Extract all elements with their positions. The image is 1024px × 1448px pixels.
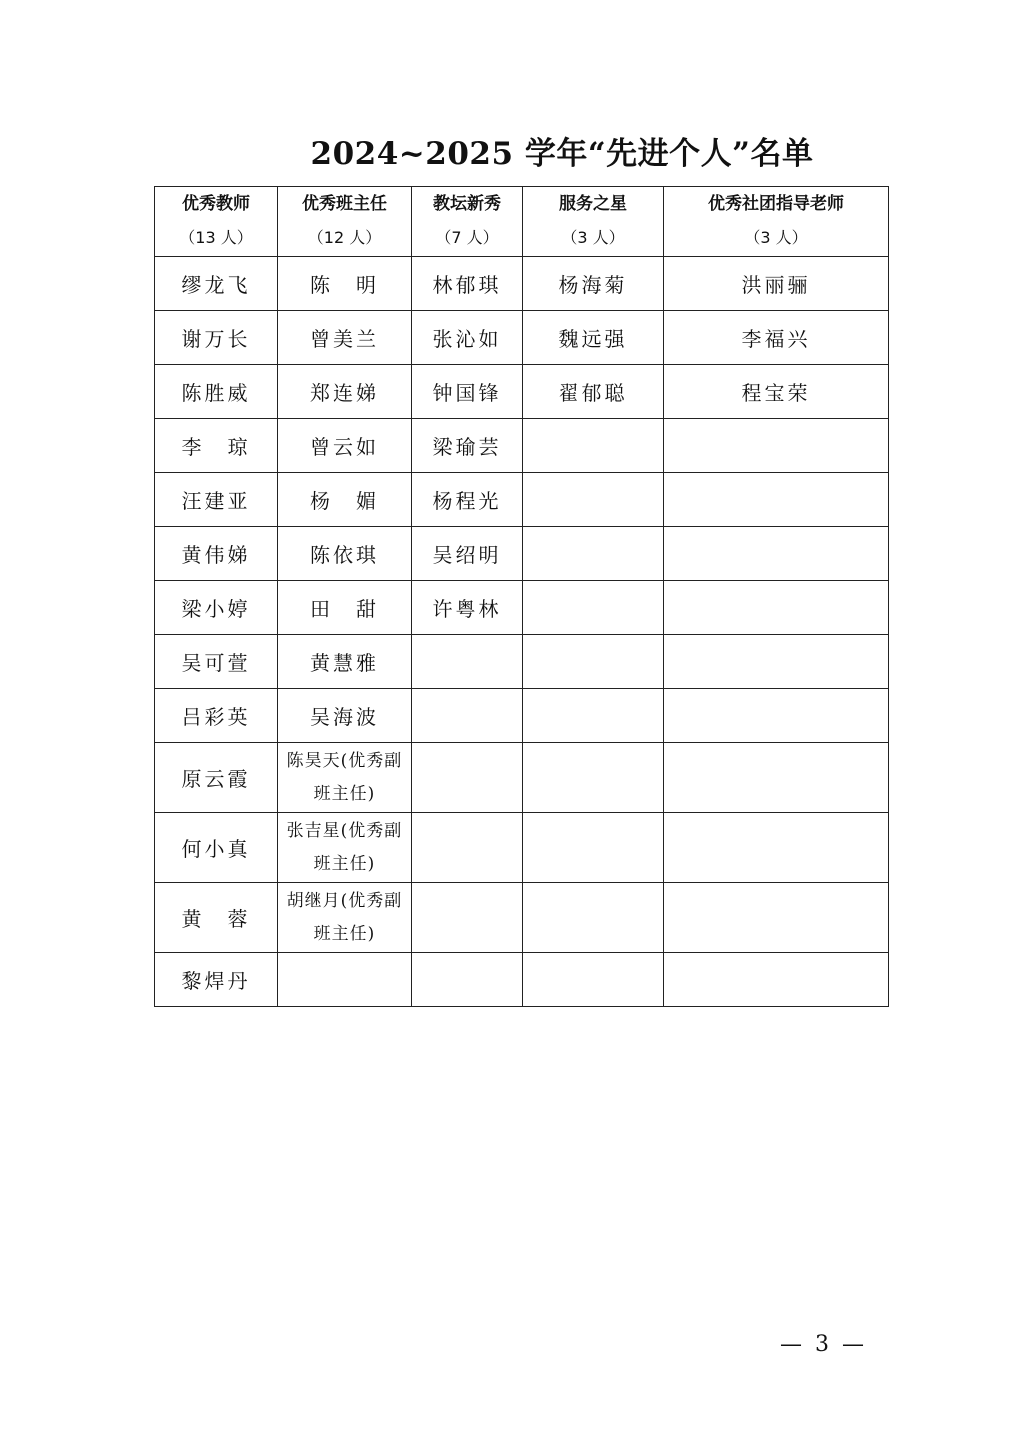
table-cell xyxy=(412,689,523,743)
column-header-service-star: 服务之星 （3 人） xyxy=(523,187,664,257)
table-row xyxy=(155,581,889,635)
table-cell xyxy=(412,953,523,1007)
table-cell: 梁小婷 xyxy=(155,581,278,635)
table-cell: 吕彩英 xyxy=(155,689,278,743)
table-row xyxy=(155,953,889,1007)
table-cell: 李福兴 xyxy=(664,311,889,365)
page-number: — 3 — xyxy=(780,1332,867,1357)
table-cell: 汪建亚 xyxy=(155,473,278,527)
table-cell xyxy=(523,883,664,953)
table-cell: 林郁琪 xyxy=(412,257,523,311)
table-row xyxy=(155,813,889,883)
table-cell: 黄伟娣 xyxy=(155,527,278,581)
table-cell: 陈 明 xyxy=(278,257,412,311)
table-cell: 洪丽骊 xyxy=(664,257,889,311)
table-cell: 梁瑜芸 xyxy=(412,419,523,473)
table-cell xyxy=(412,813,523,883)
table-row xyxy=(155,635,889,689)
table-cell: 何小真 xyxy=(155,813,278,883)
table-cell: 陈胜威 xyxy=(155,365,278,419)
table-cell: 杨海菊 xyxy=(523,257,664,311)
table-cell xyxy=(664,813,889,883)
table-row xyxy=(155,419,889,473)
table-cell: 张沁如 xyxy=(412,311,523,365)
table-cell: 许粤林 xyxy=(412,581,523,635)
table-cell xyxy=(523,635,664,689)
table-cell: 谢万长 xyxy=(155,311,278,365)
table-cell xyxy=(664,883,889,953)
column-header-excellent-teacher: 优秀教师 （13 人） xyxy=(155,187,278,257)
table-cell xyxy=(664,635,889,689)
table-row xyxy=(155,365,889,419)
table-cell: 陈依琪 xyxy=(278,527,412,581)
table-cell: 缪龙飞 xyxy=(155,257,278,311)
table-cell: 黄慧雅 xyxy=(278,635,412,689)
table-cell: 原云霞 xyxy=(155,743,278,813)
column-header-excellent-head-teacher: 优秀班主任 （12 人） xyxy=(278,187,412,257)
table-cell xyxy=(412,883,523,953)
table-row xyxy=(155,257,889,311)
table-cell xyxy=(664,953,889,1007)
document-title: 2024~2025 学年“先进个人”名单 xyxy=(310,136,814,172)
table-cell: 程宝荣 xyxy=(664,365,889,419)
table-row xyxy=(155,743,889,813)
column-header-new-teaching-star: 教坛新秀 （7 人） xyxy=(412,187,523,257)
table-cell xyxy=(664,743,889,813)
table-cell xyxy=(664,689,889,743)
table-cell: 郑连娣 xyxy=(278,365,412,419)
table-cell: 曾美兰 xyxy=(278,311,412,365)
table-cell: 钟国锋 xyxy=(412,365,523,419)
table-cell-note: 胡继月(优秀副班主任) xyxy=(278,883,412,953)
table-cell xyxy=(523,689,664,743)
table-cell xyxy=(523,813,664,883)
table-cell: 杨 媚 xyxy=(278,473,412,527)
table-cell xyxy=(664,473,889,527)
table-cell-note: 陈昊天(优秀副班主任) xyxy=(278,743,412,813)
table-row xyxy=(155,689,889,743)
table-cell xyxy=(664,581,889,635)
table-cell: 黎焊丹 xyxy=(155,953,278,1007)
column-header-club-advisor: 优秀社团指导老师 （3 人） xyxy=(664,187,889,257)
table-cell: 翟郁聪 xyxy=(523,365,664,419)
table-cell xyxy=(523,473,664,527)
table-cell: 魏远强 xyxy=(523,311,664,365)
table-cell: 黄 蓉 xyxy=(155,883,278,953)
table-cell-note: 张吉星(优秀副班主任) xyxy=(278,813,412,883)
table-row xyxy=(155,311,889,365)
table-cell xyxy=(523,419,664,473)
table-cell: 曾云如 xyxy=(278,419,412,473)
table-cell xyxy=(523,581,664,635)
table-cell xyxy=(523,527,664,581)
table-row xyxy=(155,883,889,953)
table-cell: 吴海波 xyxy=(278,689,412,743)
table-cell: 田 甜 xyxy=(278,581,412,635)
table-cell xyxy=(523,743,664,813)
table-cell xyxy=(664,527,889,581)
table-cell xyxy=(278,953,412,1007)
table-cell: 吴绍明 xyxy=(412,527,523,581)
table-row xyxy=(155,527,889,581)
table-cell xyxy=(412,743,523,813)
table-header-row xyxy=(155,187,889,257)
table-cell xyxy=(523,953,664,1007)
table-cell: 吴可萱 xyxy=(155,635,278,689)
table-row xyxy=(155,473,889,527)
table-cell: 杨程光 xyxy=(412,473,523,527)
advanced-individuals-table xyxy=(154,186,889,1007)
table-cell xyxy=(664,419,889,473)
table-cell: 李 琼 xyxy=(155,419,278,473)
table-cell xyxy=(412,635,523,689)
